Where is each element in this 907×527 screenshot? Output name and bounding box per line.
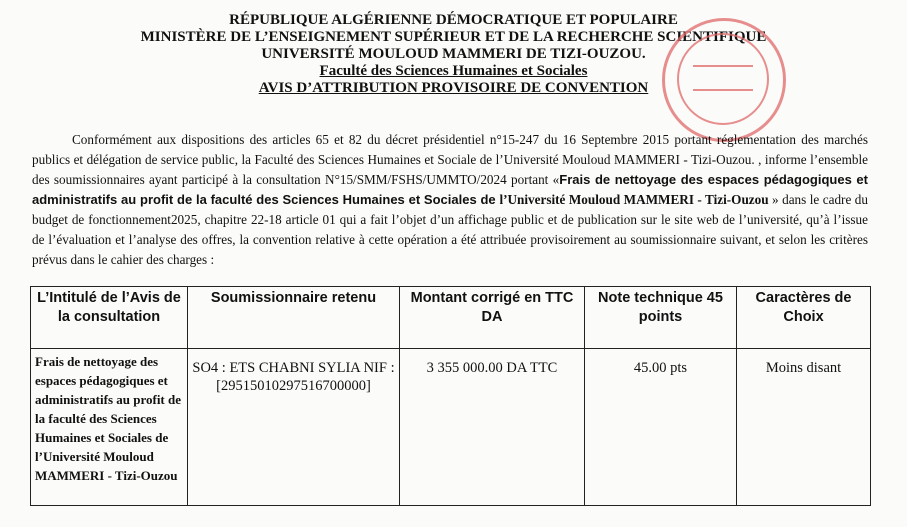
header-soumissionnaire: Soumissionnaire retenu <box>188 287 400 349</box>
cell-choix: Moins disant <box>737 349 871 506</box>
cell-note: 45.00 pts <box>585 349 737 506</box>
header-choix: Caractères de Choix <box>737 287 871 349</box>
header-intitule: L’Intitulé de l’Avis de la consultation <box>31 287 188 349</box>
paragraph-part-5: » dans le cadre du budget de fonctionnement2025, chapitre 22-18 article 01 qui a fait l’objet d’un affichage public et de publication sur le site web de l’université, qu’à l’issue de l’évaluation et l’analyse des offres, la convention relative à cette opération a été attribuée provisoirement au soumissionnaire suivant, et selon les critères prévus dans le cahier des charges : <box>32 192 868 267</box>
header-note: Note technique 45 points <box>585 287 737 349</box>
paragraph-part-1: Conformément aux dispositions des articles 65 et 82 du décret présidentiel n°15-247 du 16 Septembre 2015 portant réglementation des marchés publics et délégation de service public, la Faculté des Sciences Humaines et Sociale de l’Université Mouloud MAMMERI - Tizi-Ouzou. <box>32 132 868 167</box>
notice-paragraph <box>32 130 868 270</box>
university-title: UNIVERSITÉ MOULOUD MAMMERI DE TIZI-OUZOU. <box>261 46 646 62</box>
paragraph-part-2: , informe l’ensemble des soumissionnaires ayant participé à la consultation N°15/SMM/FSHS/UMMTO/2024 portant « <box>32 152 868 187</box>
cell-intitule: Frais de nettoyage des espaces pédagogiques et administratifs au profit de la faculté des Sciences Humaines et Sociales de l’Université Mouloud MAMMERI - Tizi-Ouzou <box>31 349 188 506</box>
header-montant: Montant corrigé en TTC DA <box>400 287 585 349</box>
cell-montant: 3 355 000.00 DA TTC <box>400 349 585 506</box>
faculty-title: Faculté des Sciences Humaines et Sociales <box>319 63 588 79</box>
stamp-center-band <box>693 65 753 91</box>
notice-title: AVIS D’ATTRIBUTION PROVISOIRE DE CONVENTION <box>258 80 649 96</box>
republic-title: RÉPUBLIQUE ALGÉRIENNE DÉMOCRATIQUE ET POPULAIRE <box>229 12 678 28</box>
attribution-table <box>30 286 871 506</box>
table-row <box>31 349 871 506</box>
cell-soumissionnaire: SO4 : ETS CHABNI SYLIA NIF : [29515010297516700000] <box>188 349 400 506</box>
paragraph-university: l’Université Mouloud MAMMERI - Tizi-Ouzou <box>499 192 769 207</box>
official-stamp <box>662 18 786 142</box>
paragraph-subject: Frais de nettoyage des espaces pédagogiques et administratifs au profit de la faculté des Sciences Humaines et Sociales de <box>32 172 868 207</box>
table-header-row <box>31 287 871 349</box>
ministry-title: MINISTÈRE DE L’ENSEIGNEMENT SUPÉRIEUR ET DE LA RECHERCHE SCIENTIFIQUE <box>140 29 767 45</box>
